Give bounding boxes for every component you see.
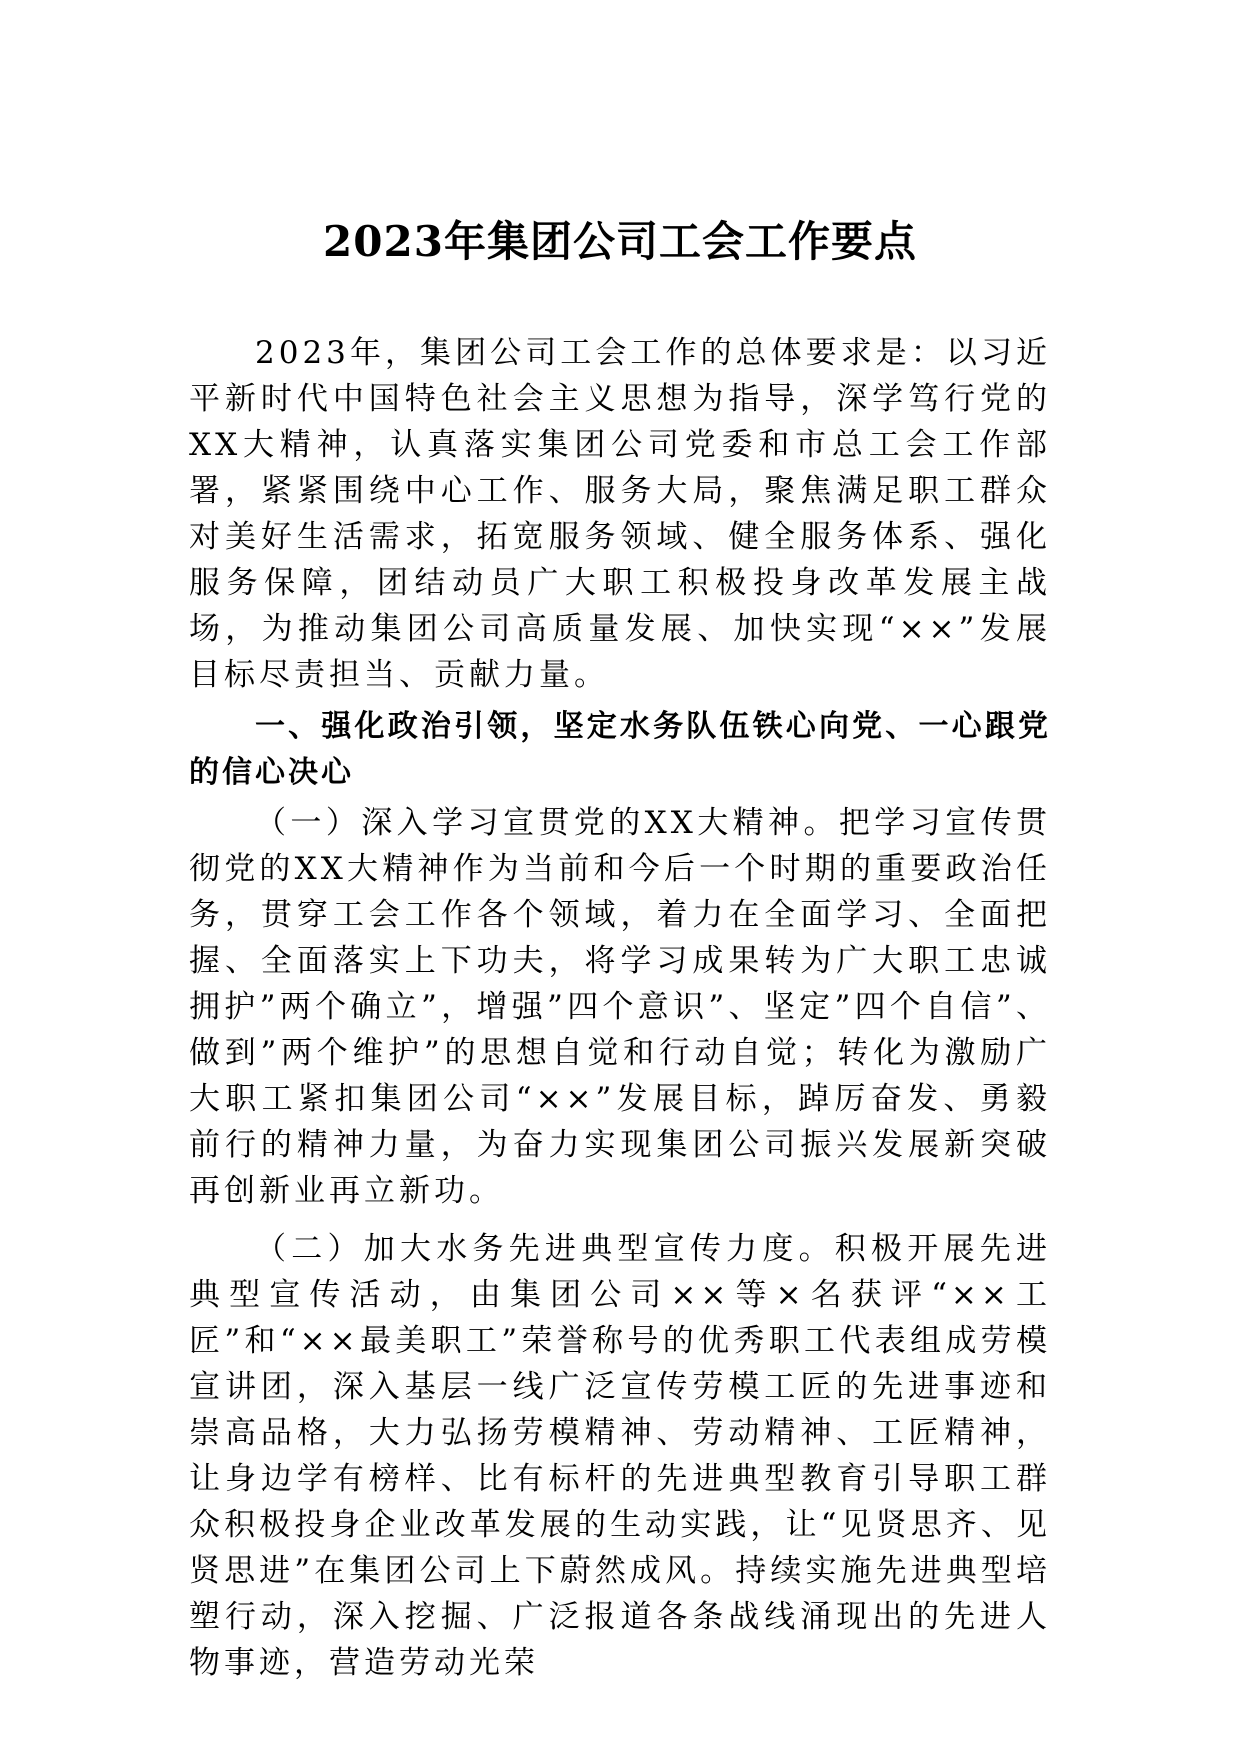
section-heading-1: 一、强化政治引领，坚定水务队伍铁心向党、一心跟党的信心决心 [189,709,1051,790]
intro-paragraph: 2023年，集团公司工会工作的总体要求是：以习近平新时代中国特色社会主义思想为指导，深学笃行党的XX大精神，认真落实集团公司党委和市总工会工作部署，紧紧围绕中心工作、服务大局，聚焦满足职工群众对美好生活需求，拓宽服务领域、健全服务体系、强化服务保障，团结动员广大职工积极投身改革发展主战场，为推动集团公司高质量发展、加快实现“××”发展目标尽责担当、贡献力量。 [189,335,1051,693]
item-paragraph-1: （一）深入学习宣贯党的XX大精神。把学习宣传贯彻党的XX大精神作为当前和今后一个时期的重要政治任务，贯穿工会工作各个领域，着力在全面学习、全面把握、全面落实上下功夫，将学习成果转为广大职工忠诚拥护”两个确立”，增强”四个意识”、坚定”四个自信”、做到”两个维护”的思想自觉和行动自觉；转化为激励广大职工紧扣集团公司“××”发展目标，踔厉奋发、勇毅前行的精神力量，为奋力实现集团公司振兴发展新突破再创新业再立新功。 [189,805,1051,1209]
item-paragraph-2: （二）加大水务先进典型宣传力度。积极开展先进典型宣传活动，由集团公司××等×名获评“××工匠”和“××最美职工”荣誉称号的优秀职工代表组成劳模宣讲团，深入基层一线广泛宣传劳模工匠的先进事迹和崇高品格，大力弘扬劳模精神、劳动精神、工匠精神，让身边学有榜样、比有标杆的先进典型教育引导职工群众积极投身企业改革发展的生动实践，让“见贤思齐、见贤思进”在集团公司上下蔚然成风。持续实施先进典型培塑行动，深入挖掘、广泛报道各条战线涌现出的先进人物事迹，营造劳动光荣 [189,1231,1051,1681]
document-title: 2023年集团公司工会工作要点 [323,217,917,266]
document-body [189,330,1051,1686]
